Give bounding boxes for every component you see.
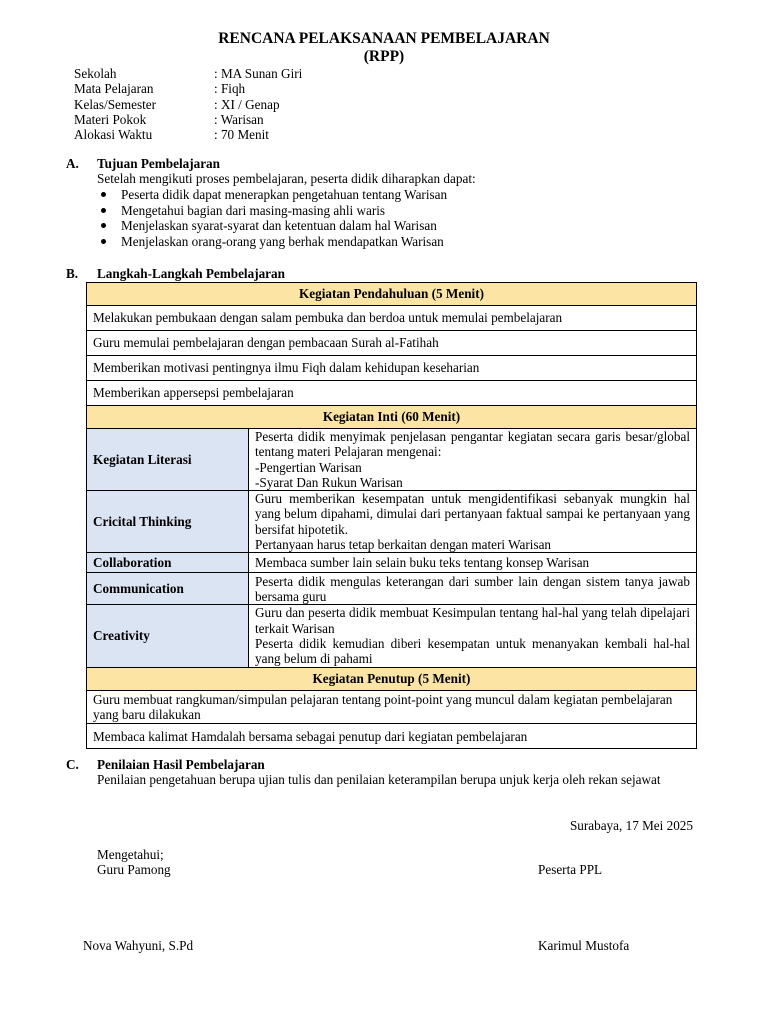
info-label: Alokasi Waktu	[74, 127, 153, 143]
activity-description	[249, 491, 697, 553]
info-row-class	[74, 97, 302, 112]
info-label: Materi Pokok	[74, 111, 147, 127]
activity-label: Cricital Thinking	[87, 491, 249, 553]
table-row	[87, 724, 697, 749]
section-number: A.	[66, 156, 79, 171]
activity-label: Collaboration	[87, 553, 249, 573]
section-number: B.	[66, 266, 79, 281]
info-label: Sekolah	[74, 66, 117, 81]
activity-description	[249, 553, 697, 573]
table-row	[87, 605, 697, 667]
activity-label: Creativity	[87, 605, 249, 667]
info-row-subject	[74, 81, 302, 96]
identity-block	[74, 66, 302, 142]
right-signer-role: Peserta PPL	[538, 862, 603, 877]
info-row-topic	[74, 112, 302, 127]
penutup-header: Kegiatan Penutup (5 Menit)	[87, 667, 697, 690]
list-item: Menjelaskan syarat-syarat dan ketentuan dalam hal Warisan	[97, 218, 447, 234]
info-label: Kelas/Semester	[74, 96, 157, 112]
learning-steps-table	[86, 282, 697, 749]
table-row	[87, 429, 697, 491]
section-title: Penilaian Hasil Pembelajaran	[97, 757, 265, 772]
table-row	[87, 381, 697, 406]
table-row	[87, 356, 697, 381]
left-signer-role: Guru Pamong	[97, 862, 171, 877]
description-line: Peserta didik kemudian diberi kesempatan untuk menanyakan kembali hal-hal yang belum di pahami	[255, 635, 690, 667]
table-row	[87, 690, 697, 724]
table-row	[87, 491, 697, 553]
description-line: -Syarat Dan Rukun Warisan	[255, 474, 403, 490]
left-signer-name: Nova Wahyuni, S.Pd	[83, 938, 194, 953]
table-cell: Membaca kalimat Hamdalah bersama sebagai penutup dari kegiatan pembelajaran	[87, 724, 697, 749]
list-item: Menjelaskan orang-orang yang berhak mendapatkan Warisan	[97, 234, 447, 250]
section-a-intro: Setelah mengikuti proses pembelajaran, peserta didik diharapkan dapat:	[97, 171, 476, 186]
description-line: Guru dan peserta didik membuat Kesimpulan tentang hal-hal yang telah dipelajari terkait Warisan	[255, 605, 690, 636]
table-cell: Guru membuat rangkuman/simpulan pelajaran tentang point-point yang muncul dalam kegiatan pembelajaran yang baru dilakukan	[87, 690, 697, 724]
section-c-heading	[66, 757, 265, 773]
activity-description	[249, 429, 697, 491]
table-cell: Melakukan pembukaan dengan salam pembuka dan berdoa untuk memulai pembelajaran	[87, 306, 697, 331]
right-signer-name: Karimul Mustofa	[538, 938, 630, 953]
info-value: : Warisan	[214, 111, 264, 127]
activity-label: Kegiatan Literasi	[87, 429, 249, 491]
info-value: : MA Sunan Giri	[214, 66, 303, 81]
section-title: Langkah-Langkah Pembelajaran	[97, 266, 285, 281]
info-value: : Fiqh	[214, 81, 246, 97]
section-number: C.	[66, 757, 79, 772]
table-row	[87, 283, 697, 306]
section-a-heading	[66, 156, 220, 172]
description-line: Membaca sumber lain selain buku teks tentang konsep Warisan	[255, 555, 590, 571]
inti-header: Kegiatan Inti (60 Menit)	[87, 406, 697, 429]
info-value: : 70 Menit	[214, 127, 269, 143]
table-cell: Guru memulai pembelajaran dengan pembacaan Surah al-Fatihah	[87, 331, 697, 356]
acknowledged-label: Mengetahui;	[97, 847, 164, 862]
table-cell: Memberikan appersepsi pembelajaran	[87, 381, 697, 406]
info-row-time	[74, 127, 302, 142]
table-row	[87, 573, 697, 605]
place-date: Surabaya, 17 Mei 2025	[569, 818, 693, 833]
section-b-heading	[66, 266, 285, 282]
activity-description	[249, 605, 697, 667]
info-row-school	[74, 66, 302, 81]
pendahuluan-header: Kegiatan Pendahuluan (5 Menit)	[87, 283, 697, 306]
table-row	[87, 406, 697, 429]
section-c-text: Penilaian pengetahuan berupa ujian tulis dan penilaian keterampilan berupa unjuk kerja oleh rekan sejawat	[97, 772, 661, 787]
document-subtitle: (RPP)	[363, 48, 405, 65]
table-row	[87, 553, 697, 573]
activity-description	[249, 573, 697, 605]
description-line: Guru memberikan kesempatan untuk mengidentifikasi sebanyak mungkin hal yang belum dipahami, dimulai dari pertanyaan faktual sampai ke pertanyaan yang bersifat hipotetik.	[255, 491, 690, 537]
table-row	[87, 331, 697, 356]
section-title: Tujuan Pembelajaran	[97, 156, 220, 171]
table-row	[87, 667, 697, 690]
description-line: Pertanyaan harus tetap berkaitan dengan materi Warisan	[255, 537, 552, 553]
info-value: : XI / Genap	[214, 96, 280, 112]
activity-label: Communication	[87, 573, 249, 605]
objectives-list	[97, 187, 447, 249]
description-line: Peserta didik mengulas keterangan dari sumber lain dengan sistem tanya jawab bersama guru	[255, 573, 690, 604]
info-label: Mata Pelajaran	[74, 81, 154, 97]
description-line: -Pengertian Warisan	[255, 459, 362, 475]
list-item: Mengetahui bagian dari masing-masing ahli waris	[97, 203, 447, 219]
table-cell: Memberikan motivasi pentingnya ilmu Fiqh dalam kehidupan keseharian	[87, 356, 697, 381]
document-title: RENCANA PELAKSANAAN PEMBELAJARAN	[218, 30, 550, 47]
description-line: Peserta didik menyimak penjelasan pengantar kegiatan secara garis besar/global tentang materi Pelajaran mengenai:	[255, 429, 690, 460]
list-item: Peserta didik dapat menerapkan pengetahuan tentang Warisan	[97, 187, 447, 203]
table-row	[87, 306, 697, 331]
